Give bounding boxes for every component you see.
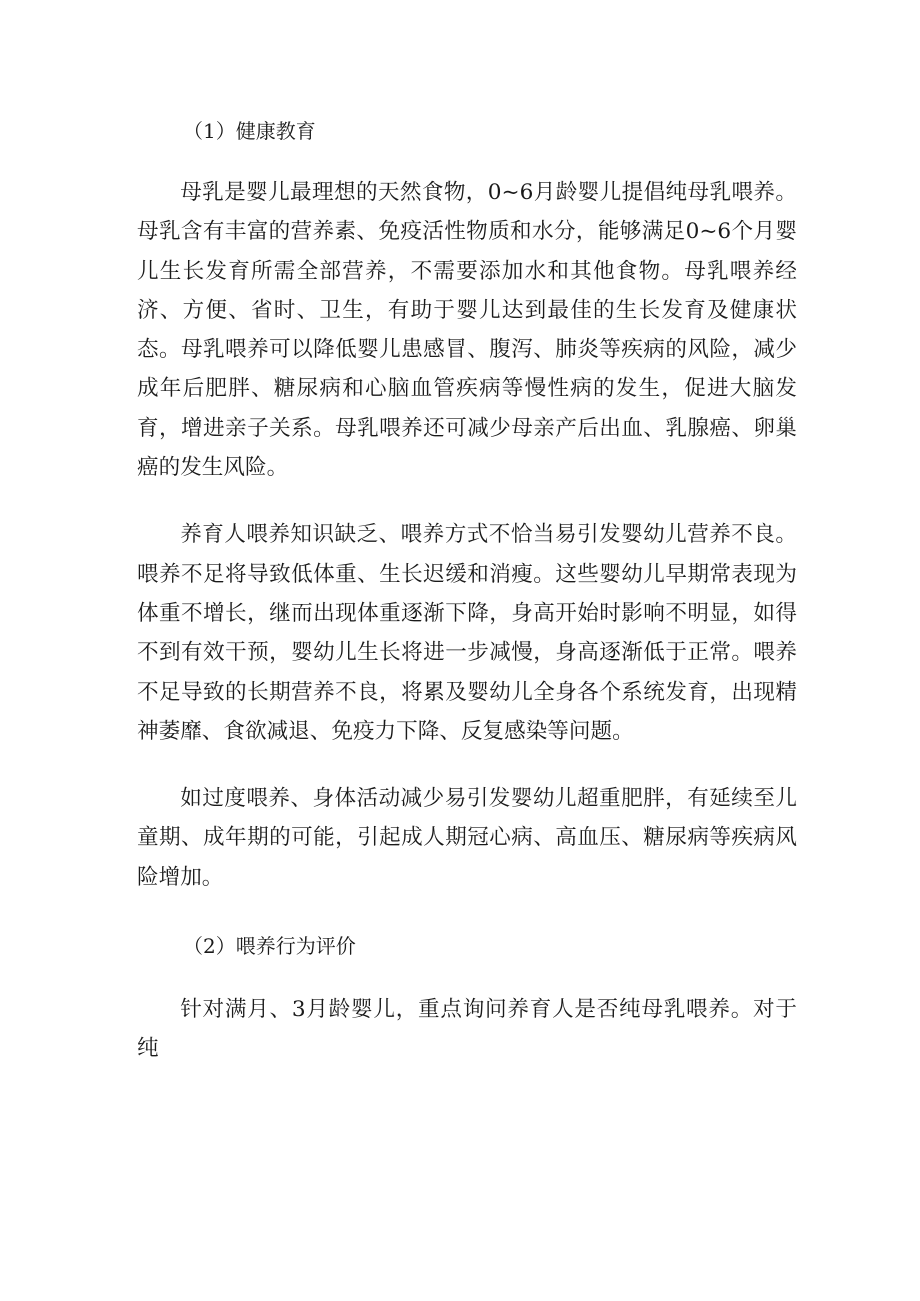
section-heading-health-education: （1）健康教育 — [183, 119, 316, 143]
section-heading-feeding-evaluation: （2）喂养行为评价 — [183, 934, 356, 959]
paragraph-malnutrition: 养育人喂养知识缺乏、喂养方式不恰当易引发婴幼儿营养不良。喂养不足将导致低体重、生长迟缓和消瘦。这些婴幼儿早期常表现为体重不增长，继而出现体重逐渐下降，身高开始时影响不明显，如得不到有效干预，婴幼儿生长将进一步减慢，身高逐渐低于正常。喂养不足导致的长期营养不良，将累及婴幼儿全身各个系统发育，出现精神萎靡、食欲减退、免疫力下降、反复感染等问题。 — [137, 522, 797, 744]
paragraph-feeding-inquiry: 针对满月、3月龄婴儿，重点询问养育人是否纯母乳喂养。对于纯 — [137, 997, 797, 1062]
paragraph-breastfeeding-benefits: 母乳是婴儿最理想的天然食物，0~6月龄婴儿提倡纯母乳喂养。母乳含有丰富的营养素、免疫活性物质和水分，能够满足0~6个月婴儿生长发育所需全部营养，不需要添加水和其他食物。母乳喂养经济、方便、省时、卫生，有助于婴儿达到最佳的生长发育及健康状态。母乳喂养可以降低婴儿患感冒、腹泻、肺炎等疾病的风险，减少成年后肥胖、糖尿病和心脑血管疾病等慢性病的发生，促进大脑发育，增进亲子关系。母乳喂养还可减少母亲产后出血、乳腺癌、卵巢癌的发生风险。 — [137, 180, 797, 481]
document-body — [137, 110, 797, 1069]
paragraph-overfeeding: 如过度喂养、身体活动减少易引发婴幼儿超重肥胖，有延续至儿童期、成年期的可能，引起成人期冠心病、高血压、糖尿病等疾病风险增加。 — [137, 786, 797, 890]
